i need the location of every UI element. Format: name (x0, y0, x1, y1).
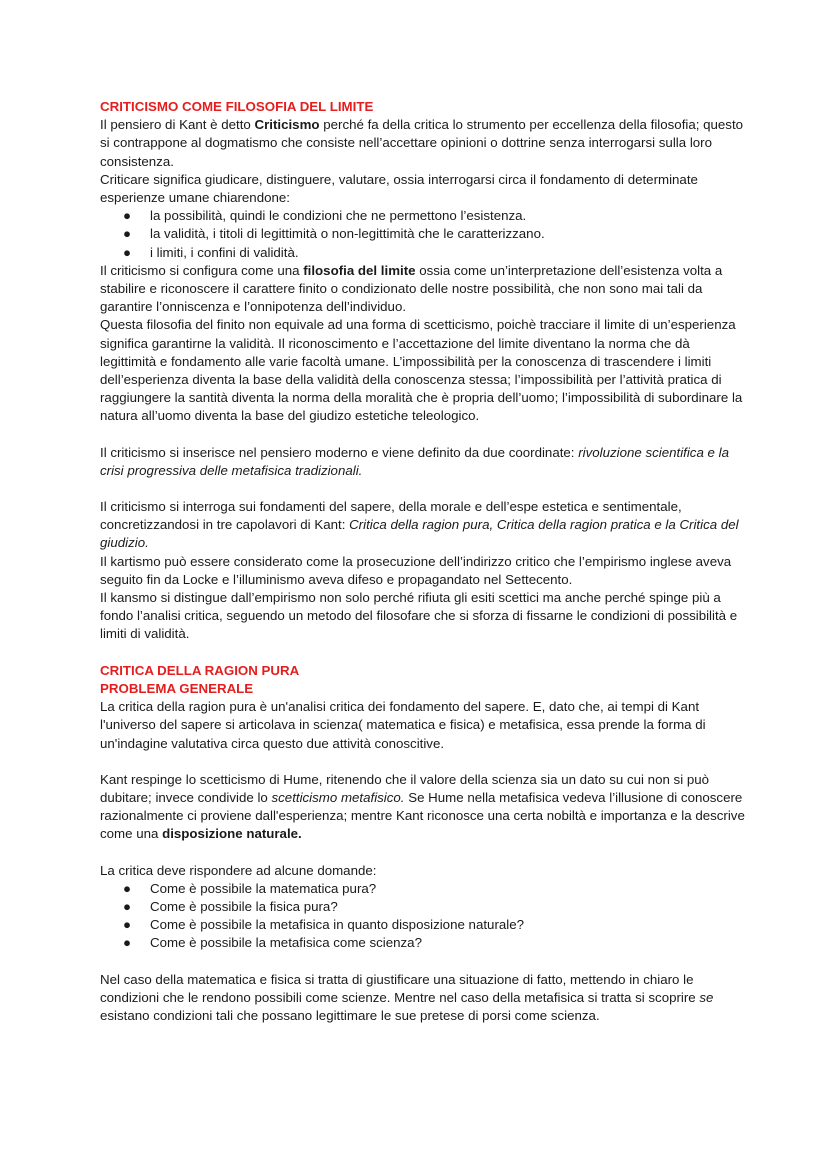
list-item (123, 880, 748, 898)
paragraph: Il kansmo si distingue dall’empirismo non solo perché rifiuta gli esiti scettici ma anche perché spinge più a fondo l’analisi critica, seguendo un metodo del filosofare che si sforza di fissarne le condizioni di possibilità e limiti di validità. (100, 590, 738, 642)
list-item-text: la possibilità, quindi le condizioni che ne permettono l’esistenza. (150, 208, 527, 224)
bold-term: disposizione naturale. (162, 826, 302, 842)
bullet-icon: ● (123, 244, 132, 260)
paragraph (100, 771, 748, 844)
bullet-icon: ● (123, 935, 132, 951)
text: perché fa della critica lo strumento per eccellenza della filosofia; questo si contrappone al dogmatismo che consiste nell’accettare opinioni o dottrine senza interrogarsi sulla loro consistenza. (100, 117, 744, 169)
paragraph (100, 262, 748, 317)
bold-term: Criticismo (254, 117, 320, 133)
paragraph: Il kartismo può essere considerato come la prosecuzione dell’indirizzo critico che l’empirismo inglese aveva seguito fin da Locke e l’illuminismo aveva difeso e propagandato nel Settecento. (100, 553, 732, 587)
text: Se Hume nella metafisica vedeva l’illusione di conoscere razionalmente ci proviene dall'esperienza; mentre Kant riconosce una certa nobiltà e importanza e la descrive come una (100, 789, 745, 842)
paragraph: Questa filosofia del finito non equivale ad una forma di scetticismo, poichè tracciare il limite di un’esperienza significa garantirne la validità. Il riconoscimento e l’accettazione del limite diventano la norma che dà legittimità e fondamento alle varie facoltà umane. L’impossibilità per la conoscenza di trascendere i limiti dell’esperienza diventa la base della validità della conoscenza stessa; l’impossibilità per l’attività pratica di raggiungere la santità diventa la norma della moralità che è propria dell’uomo; l’impossibilità di subordinare la natura all’uomo diventa la base del giudizo estetiche teleologico. (100, 317, 743, 424)
bullet-list (100, 207, 748, 262)
text: Il criticismo si interroga sui fondamenti del sapere, della morale e dell’espe estetica e sentimentale, concretizzandosi in tre capolavori di Kant: (100, 499, 682, 533)
bold-term: filosofia del limite (303, 262, 416, 278)
section-title-critica: CRITICA DELLA RAGION PURA (100, 662, 300, 678)
paragraph: La critica deve rispondere ad alcune domande: (100, 862, 377, 878)
list-item (123, 207, 748, 225)
italic-text: scetticismo metafisico. (271, 789, 405, 805)
spacer (100, 953, 748, 971)
paragraph (100, 971, 748, 1026)
list-item (123, 916, 748, 934)
bullet-icon: ● (123, 880, 132, 896)
spacer (100, 844, 748, 862)
text: Il criticismo si configura come una (100, 262, 304, 278)
italic-text: se (699, 989, 714, 1005)
text: ossia come un’interpretazione dell’esistenza volta a stabilire e riconoscere il carattere finito o condizionato delle nostre possibilità, che non sono mai tali da garantire l’onniscenza e l’onnipotenza dell’individuo. (100, 262, 723, 315)
list-item-text: i limiti, i confini di validità. (150, 244, 299, 260)
bullet-icon: ● (123, 898, 132, 914)
list-item-text: Come è possibile la metafisica in quanto disposizione naturale? (150, 917, 525, 933)
spacer (100, 644, 748, 662)
list-item (123, 934, 748, 952)
text: Kant respinge lo scetticismo di Hume, ritenendo che il valore della scienza sia un dato su cui non si può dubitare; invece condivide lo (100, 771, 710, 805)
italic-text: rivoluzione scientifica e la crisi progressiva delle metafisica tradizionali. (100, 444, 729, 478)
spacer (100, 753, 748, 771)
list-item-text: Come è possibile la matematica pura? (150, 880, 377, 896)
paragraph (100, 498, 748, 553)
spacer (100, 480, 748, 498)
section-subtitle: PROBLEMA GENERALE (100, 680, 254, 696)
list-item-text: Come è possibile la fisica pura? (150, 898, 338, 914)
paragraph: Criticare significa giudicare, distinguere, valutare, ossia interrogarsi circa il fondamento di determinate esperienze umane chiarendone: (100, 171, 698, 206)
text: Il criticismo si inserisce nel pensiero moderno e viene definito da due coordinate: (100, 444, 579, 460)
text: esistano condizioni tali che possano legittimare le sue pretese di porsi come scienza. (100, 1007, 600, 1023)
list-item-text: Come è possibile la metafisica come scienza? (150, 935, 422, 951)
list-item (123, 225, 748, 243)
paragraph (100, 444, 748, 480)
paragraph (100, 116, 748, 171)
section-title-criticismo: CRITICISMO COME FILOSOFIA DEL LIMITE (100, 99, 374, 114)
bullet-list (100, 880, 748, 953)
list-item-text: la validità, i titoli di legittimità o non-legittimità che le caratterizzano. (150, 226, 545, 242)
bullet-icon: ● (123, 226, 132, 242)
italic-text: Critica della ragion pura, Critica della ragion pratica e la Critica del giudizio. (100, 517, 739, 551)
list-item (123, 244, 748, 262)
list-item (123, 898, 748, 916)
spacer (100, 426, 748, 444)
text: Nel caso della matematica e fisica si tratta di giustificare una situazione di fatto, mettendo in chiaro le condizioni che le rendono possibili come scienze. Mentre nel caso della metafisica si tratta si scoprire (100, 971, 700, 1005)
paragraph: La critica della ragion pura è un'analisi critica dei fondamento del sapere. E, dato che, ai tempi di Kant l'universo del sapere si articolava in scienza( matematica e fisica) e metafisica, essa prende la forma di un'indagine valutativa circa questo due attività conoscitive. (100, 699, 706, 751)
bullet-icon: ● (123, 917, 132, 933)
bullet-icon: ● (123, 208, 132, 224)
text: Il pensiero di Kant è detto (100, 117, 255, 133)
